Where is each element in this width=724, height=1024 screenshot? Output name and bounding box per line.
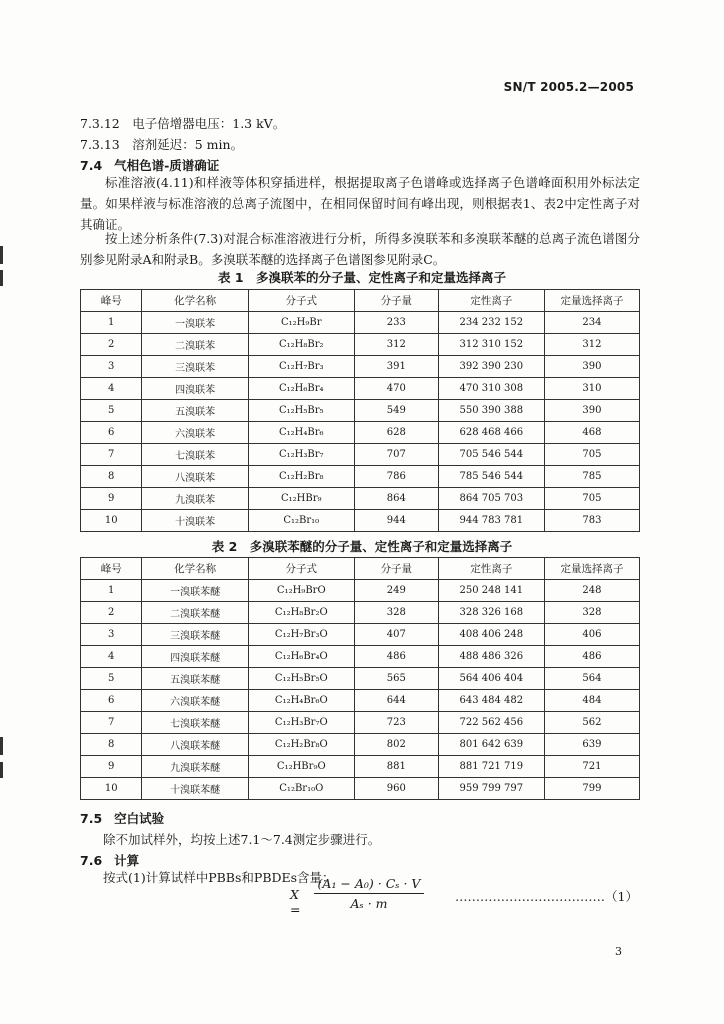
cell-chemical-name: 四溴联苯 xyxy=(142,378,248,400)
binding-mark xyxy=(0,737,3,755)
cell-peak-no: 9 xyxy=(81,756,142,778)
formula-lhs: X = xyxy=(290,887,301,917)
page-number: 3 xyxy=(615,945,622,958)
cell-qualitative-ions: 801 642 639 xyxy=(438,734,544,756)
cell-peak-no: 10 xyxy=(81,778,142,800)
table1-pbbs xyxy=(80,289,640,532)
cell-peak-no: 1 xyxy=(81,312,142,334)
cell-quant-ion: 705 xyxy=(544,444,639,466)
cell-chemical-name: 二溴联苯 xyxy=(142,334,248,356)
cell-molecular-weight: 864 xyxy=(354,488,438,510)
cell-molecular-weight: 391 xyxy=(354,356,438,378)
table-header-row xyxy=(81,290,640,312)
cell-molecular-weight: 881 xyxy=(354,756,438,778)
cell-quant-ion: 310 xyxy=(544,378,639,400)
cell-qualitative-ions: 328 326 168 xyxy=(438,602,544,624)
cell-quant-ion: 312 xyxy=(544,334,639,356)
cell-qualitative-ions: 250 248 141 xyxy=(438,580,544,602)
cell-quant-ion: 468 xyxy=(544,422,639,444)
cell-peak-no: 10 xyxy=(81,510,142,532)
cell-molecular-weight: 549 xyxy=(354,400,438,422)
table-row xyxy=(81,580,640,602)
cell-chemical-name: 二溴联苯醚 xyxy=(142,602,248,624)
cell-formula: C₁₂H₃Br₇O xyxy=(248,712,354,734)
column-header-quant-ion: 定量选择离子 xyxy=(544,290,639,312)
cell-chemical-name: 八溴联苯醚 xyxy=(142,734,248,756)
cell-formula: C₁₂H₉Br xyxy=(248,312,354,334)
cell-quant-ion: 486 xyxy=(544,646,639,668)
table1-caption: 表 1 多溴联苯的分子量、定性离子和定量选择离子 xyxy=(217,270,507,285)
cell-formula: C₁₂H₃Br₇ xyxy=(248,444,354,466)
table-row xyxy=(81,734,640,756)
cell-peak-no: 8 xyxy=(81,734,142,756)
cell-qualitative-ions: 564 406 404 xyxy=(438,668,544,690)
column-header-quant-ion: 定量选择离子 xyxy=(544,558,639,580)
cell-formula: C₁₂H₅Br₅ xyxy=(248,400,354,422)
table-row xyxy=(81,778,640,800)
cell-formula: C₁₂H₅Br₅O xyxy=(248,668,354,690)
cell-chemical-name: 四溴联苯醚 xyxy=(142,646,248,668)
cell-molecular-weight: 944 xyxy=(354,510,438,532)
clause-7-6-text: 按式(1)计算试样中PBBs和PBDEs含量： xyxy=(103,870,335,885)
table-row xyxy=(81,756,640,778)
table-row xyxy=(81,646,640,668)
section-title: 计算 xyxy=(114,853,140,868)
cell-chemical-name: 三溴联苯醚 xyxy=(142,624,248,646)
table-row xyxy=(81,334,640,356)
cell-chemical-name: 一溴联苯 xyxy=(142,312,248,334)
cell-quant-ion: 785 xyxy=(544,466,639,488)
cell-formula: C₁₂H₂Br₈ xyxy=(248,466,354,488)
formula-denominator: Aₛ · m xyxy=(350,896,388,911)
table-row xyxy=(81,444,640,466)
table2-pbdes xyxy=(80,557,640,800)
cell-peak-no: 6 xyxy=(81,690,142,712)
cell-formula: C₁₂H₄Br₆ xyxy=(248,422,354,444)
table-row xyxy=(81,356,640,378)
cell-qualitative-ions: 550 390 388 xyxy=(438,400,544,422)
section-title: 空白试验 xyxy=(114,811,165,826)
clause-7-6-heading xyxy=(80,851,139,869)
cell-quant-ion: 639 xyxy=(544,734,639,756)
cell-chemical-name: 九溴联苯 xyxy=(142,488,248,510)
cell-formula: C₁₂H₄Br₆O xyxy=(248,690,354,712)
cell-molecular-weight: 233 xyxy=(354,312,438,334)
cell-quant-ion: 721 xyxy=(544,756,639,778)
cell-peak-no: 2 xyxy=(81,334,142,356)
cell-chemical-name: 七溴联苯 xyxy=(142,444,248,466)
cell-formula: C₁₂H₇Br₃ xyxy=(248,356,354,378)
cell-peak-no: 2 xyxy=(81,602,142,624)
cell-chemical-name: 五溴联苯 xyxy=(142,400,248,422)
table-row xyxy=(81,510,640,532)
cell-peak-no: 8 xyxy=(81,466,142,488)
paragraph-analysis: 按上述分析条件(7.3)对混合标准溶液进行分析，所得多溴联苯和多溴联苯醚的总离子流色谱图分别参见附录A和附录B。多溴联苯醚的选择离子色谱图参见附录C。 xyxy=(80,231,640,267)
cell-peak-no: 7 xyxy=(81,712,142,734)
cell-chemical-name: 十溴联苯醚 xyxy=(142,778,248,800)
table-row xyxy=(81,422,640,444)
cell-quant-ion: 328 xyxy=(544,602,639,624)
cell-molecular-weight: 802 xyxy=(354,734,438,756)
cell-formula: C₁₂HBr₉O xyxy=(248,756,354,778)
cell-quant-ion: 234 xyxy=(544,312,639,334)
cell-molecular-weight: 486 xyxy=(354,646,438,668)
cell-chemical-name: 九溴联苯醚 xyxy=(142,756,248,778)
cell-molecular-weight: 249 xyxy=(354,580,438,602)
cell-quant-ion: 799 xyxy=(544,778,639,800)
cell-peak-no: 9 xyxy=(81,488,142,510)
cell-peak-no: 4 xyxy=(81,646,142,668)
formula-number: ………………………………（1） xyxy=(455,889,638,904)
cell-formula: C₁₂H₇Br₃O xyxy=(248,624,354,646)
standard-number: SN/T 2005.2—2005 xyxy=(503,80,634,94)
cell-peak-no: 6 xyxy=(81,422,142,444)
cell-qualitative-ions: 959 799 797 xyxy=(438,778,544,800)
table-row xyxy=(81,624,640,646)
cell-formula: C₁₂H₉BrO xyxy=(248,580,354,602)
cell-qualitative-ions: 944 783 781 xyxy=(438,510,544,532)
cell-peak-no: 3 xyxy=(81,356,142,378)
cell-chemical-name: 八溴联苯 xyxy=(142,466,248,488)
cell-peak-no: 1 xyxy=(81,580,142,602)
cell-qualitative-ions: 643 484 482 xyxy=(438,690,544,712)
cell-quant-ion: 248 xyxy=(544,580,639,602)
binding-mark xyxy=(0,246,3,264)
cell-qualitative-ions: 312 310 152 xyxy=(438,334,544,356)
cell-peak-no: 4 xyxy=(81,378,142,400)
cell-qualitative-ions: 392 390 230 xyxy=(438,356,544,378)
column-header-chemical-name: 化学名称 xyxy=(142,290,248,312)
table-row xyxy=(81,602,640,624)
column-header-molecular-weight: 分子量 xyxy=(354,558,438,580)
cell-chemical-name: 六溴联苯醚 xyxy=(142,690,248,712)
cell-quant-ion: 564 xyxy=(544,668,639,690)
cell-peak-no: 5 xyxy=(81,400,142,422)
column-header-chemical-name: 化学名称 xyxy=(142,558,248,580)
cell-qualitative-ions: 408 406 248 xyxy=(438,624,544,646)
cell-formula: C₁₂H₆Br₄ xyxy=(248,378,354,400)
table-row xyxy=(81,466,640,488)
section-title: 气相色谱-质谱确证 xyxy=(114,158,220,173)
column-header-formula: 分子式 xyxy=(248,558,354,580)
cell-qualitative-ions: 785 546 544 xyxy=(438,466,544,488)
column-header-peak-no: 峰号 xyxy=(81,290,142,312)
formula-numerator: (A₁ − A₀) · Cₛ · V xyxy=(314,876,424,894)
cell-formula: C₁₂H₂Br₈O xyxy=(248,734,354,756)
cell-qualitative-ions: 705 546 544 xyxy=(438,444,544,466)
binding-mark xyxy=(0,270,3,286)
cell-molecular-weight: 786 xyxy=(354,466,438,488)
cell-qualitative-ions: 470 310 308 xyxy=(438,378,544,400)
cell-qualitative-ions: 881 721 719 xyxy=(438,756,544,778)
column-header-qualitative-ions: 定性离子 xyxy=(438,290,544,312)
cell-chemical-name: 一溴联苯醚 xyxy=(142,580,248,602)
cell-molecular-weight: 328 xyxy=(354,602,438,624)
cell-peak-no: 7 xyxy=(81,444,142,466)
column-header-qualitative-ions: 定性离子 xyxy=(438,558,544,580)
cell-molecular-weight: 960 xyxy=(354,778,438,800)
cell-qualitative-ions: 234 232 152 xyxy=(438,312,544,334)
cell-quant-ion: 783 xyxy=(544,510,639,532)
table-row xyxy=(81,400,640,422)
cell-molecular-weight: 707 xyxy=(354,444,438,466)
cell-quant-ion: 484 xyxy=(544,690,639,712)
cell-formula: C₁₂Br₁₀O xyxy=(248,778,354,800)
cell-qualitative-ions: 722 562 456 xyxy=(438,712,544,734)
table-row xyxy=(81,690,640,712)
cell-chemical-name: 五溴联苯醚 xyxy=(142,668,248,690)
cell-qualitative-ions: 864 705 703 xyxy=(438,488,544,510)
table-row xyxy=(81,312,640,334)
cell-qualitative-ions: 628 468 466 xyxy=(438,422,544,444)
paragraph-quantification: 标准溶液(4.11)和样液等体积穿插进样，根据提取离子色谱峰或选择离子色谱峰面积用外标法定量。如果样液与标准溶液的总离子流图中，在相同保留时间有峰出现，则根据表1、表2中定性离子对其确证。 xyxy=(80,175,640,232)
cell-molecular-weight: 628 xyxy=(354,422,438,444)
cell-chemical-name: 六溴联苯 xyxy=(142,422,248,444)
clause-7-5-heading xyxy=(80,809,164,827)
cell-qualitative-ions: 488 486 326 xyxy=(438,646,544,668)
clause-7-5-text: 除不加试样外，均按上述7.1～7.4测定步骤进行。 xyxy=(103,832,381,847)
table2-caption: 表 2 多溴联苯醚的分子量、定性离子和定量选择离子 xyxy=(211,539,513,554)
cell-chemical-name: 三溴联苯 xyxy=(142,356,248,378)
section-number: 7.6 xyxy=(80,853,103,868)
clause-7-3-13: 7.3.13 溶剂延迟：5 min。 xyxy=(80,137,244,152)
column-header-molecular-weight: 分子量 xyxy=(354,290,438,312)
cell-chemical-name: 七溴联苯醚 xyxy=(142,712,248,734)
cell-peak-no: 5 xyxy=(81,668,142,690)
table-row xyxy=(81,668,640,690)
cell-quant-ion: 705 xyxy=(544,488,639,510)
binding-mark xyxy=(0,762,3,778)
cell-quant-ion: 562 xyxy=(544,712,639,734)
column-header-peak-no: 峰号 xyxy=(81,558,142,580)
cell-molecular-weight: 470 xyxy=(354,378,438,400)
section-number: 7.4 xyxy=(80,158,103,173)
cell-quant-ion: 406 xyxy=(544,624,639,646)
table-row xyxy=(81,488,640,510)
table-row xyxy=(81,378,640,400)
cell-formula: C₁₂HBr₉ xyxy=(248,488,354,510)
cell-molecular-weight: 312 xyxy=(354,334,438,356)
cell-quant-ion: 390 xyxy=(544,356,639,378)
cell-formula: C₁₂Br₁₀ xyxy=(248,510,354,532)
cell-formula: C₁₂H₈Br₂ xyxy=(248,334,354,356)
column-header-formula: 分子式 xyxy=(248,290,354,312)
section-number: 7.5 xyxy=(80,811,103,826)
table-header-row xyxy=(81,558,640,580)
cell-peak-no: 3 xyxy=(81,624,142,646)
formula-fraction xyxy=(314,876,424,911)
cell-formula: C₁₂H₈Br₂O xyxy=(248,602,354,624)
cell-molecular-weight: 407 xyxy=(354,624,438,646)
cell-formula: C₁₂H₆Br₄O xyxy=(248,646,354,668)
cell-chemical-name: 十溴联苯 xyxy=(142,510,248,532)
cell-molecular-weight: 723 xyxy=(354,712,438,734)
cell-molecular-weight: 644 xyxy=(354,690,438,712)
clause-7-3-12: 7.3.12 电子倍增器电压：1.3 kV。 xyxy=(80,116,286,131)
cell-quant-ion: 390 xyxy=(544,400,639,422)
table-row xyxy=(81,712,640,734)
cell-molecular-weight: 565 xyxy=(354,668,438,690)
